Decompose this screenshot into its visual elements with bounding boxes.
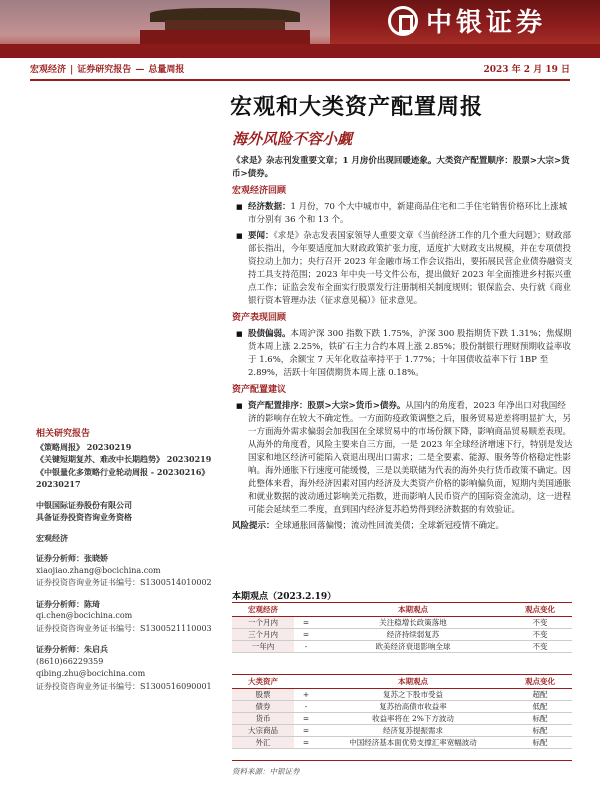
company-name: 中银国际证券股份有限公司	[36, 499, 132, 510]
table-row: 一个月内 = 关注稳增长政策落地 不变	[232, 617, 572, 629]
table-row: 大宗商品 = 经济复苏提振需求 标配	[232, 725, 572, 737]
logo-text: 中银证券	[426, 8, 547, 38]
table-header	[294, 675, 318, 689]
risk-text: 全球通胀回落偏慢；流动性回流美债；全球新冠疫情不确定。	[274, 521, 505, 531]
company-logo	[388, 2, 546, 39]
bullet-label: 资产配置排序：股票>大宗>货币>债券。	[248, 401, 406, 411]
department: 宏观经济	[36, 532, 68, 543]
table-header: 观点变化	[508, 675, 572, 689]
analyst-phone: (8610)66229359	[36, 656, 104, 666]
category-macro: 宏观经济	[30, 65, 67, 75]
table-row: 股票 + 复苏之下股市受益 超配	[232, 689, 572, 701]
data-source: 资料来源：中银证券	[232, 767, 300, 776]
table-header: 大类资产	[232, 675, 294, 689]
section-allocation-title: 资产配置建议	[232, 385, 287, 395]
summary-body	[232, 155, 574, 533]
header-rule	[30, 79, 570, 81]
table-row: 债券 - 复苏抬高债市收益率 低配	[232, 701, 572, 713]
bullet-label: 要闻：	[248, 231, 274, 241]
section-asset-title: 资产表现回顾	[232, 313, 287, 323]
analyst-email[interactable]: xiaojiao.zhang@bocichina.com	[36, 565, 161, 575]
sidebar	[36, 428, 226, 693]
table-header: 本期观点	[318, 603, 508, 617]
analyst-name: 证券分析师：朱启兵	[36, 644, 108, 654]
analyst-name: 证券分析师：张晓娇	[36, 553, 108, 563]
bullet-text: 1 月份，70 个大中城市中，新建商品住宅和二手住宅销售价格环比上涨城市分别有 36 个和 13 个。	[248, 202, 568, 225]
report-date: 2023 年 2 月 19 日	[483, 65, 570, 75]
risk-label: 风险提示：	[232, 521, 275, 531]
analyst-name: 证券分析师：陈琦	[36, 598, 100, 609]
palace-wall	[0, 44, 600, 58]
section-macro-title: 宏观经济回顾	[232, 186, 287, 196]
analyst-cert: 证券投资咨询业务证书编号：S1300514010002	[36, 578, 212, 587]
palace-roof-lower	[165, 20, 285, 30]
table-row: 一年内 - 欧美经济衰退影响全球 不变	[232, 641, 572, 653]
category-report: 证券研究报告	[77, 65, 132, 75]
company-qualification: 具备证券投资咨询业务资格	[36, 512, 132, 522]
table-header: 本期观点	[318, 675, 508, 689]
bullet-economic-data	[232, 201, 574, 227]
analyst-cert: 证券投资咨询业务证书编号：S1300521110003	[36, 623, 212, 633]
analyst-cert: 证券投资咨询业务证书编号：S1300516090001	[36, 681, 212, 691]
table-header: 宏观经济	[232, 603, 294, 617]
bullet-news	[232, 230, 574, 308]
bullet-text: 《求是》杂志发表国家领导人重要文章《当前经济工作的几个重大问题》；财政部部长指出，今年要适度加大财政政策扩张力度，适度扩大财政支出规模，并在专项债投资拉动上加力；央行召开 2023 年金融市场工作会议指出，要拓展民营企业债券融资支持工具支持范围；2023 年中央一号文件公布，提出做好 2023 年全面推进乡村振兴重点工作；证监会发布全面实行股票发行注册制相关制度规则；银保监会、央行就《商业银行资本管理办法（征求意见稿）》征求意见。	[248, 231, 573, 306]
view-table-title: 本期观点（2023.2.19）	[232, 592, 337, 602]
table-header	[294, 603, 318, 617]
header-banner	[0, 0, 600, 58]
bullet-text: 本周沪深 300 指数下跌 1.75%，沪深 300 股指期货下跌 1.31%；焦煤期货本周上涨 2.25%，铁矿石主力合约本周上涨 2.85%；股份制银行理财预期收益率收于 1.6%，余额宝 7 天年化收益率持平于 1.77%；十年国债收益率下行 1BP 至 2.89%，活跃十年国债期货本周上涨 0.18%。	[248, 329, 572, 378]
table-row: 货币 = 收益率将在 2%下方波动 标配	[232, 713, 572, 725]
bank-logo-icon	[388, 6, 418, 36]
related-report-item[interactable]: 《中银量化多策略行业轮动周报 - 20230216》 20230217	[36, 466, 210, 489]
risk-warning	[232, 520, 574, 533]
analyst-email[interactable]: qibing.zhu@bocichina.com	[36, 669, 146, 678]
macro-view-table	[232, 602, 572, 653]
table-bottom-rule	[232, 760, 572, 761]
report-category-bar: 宏观经济 | 证券研究报告 — 总量周报 2023 年 2 月 19 日	[30, 62, 570, 78]
report-subtitle: 海外风险不容小觑	[232, 130, 353, 148]
bullet-asset-performance	[232, 328, 574, 380]
table-row: 外汇 = 中国经济基本面优势支撑汇率宽幅波动 标配	[232, 737, 572, 749]
analyst-email[interactable]: qi.chen@bocichina.com	[36, 611, 133, 620]
table-header: 观点变化	[508, 603, 572, 617]
bullet-allocation	[232, 400, 574, 517]
asset-view-table	[232, 674, 572, 749]
bullet-label: 经济数据：	[248, 202, 291, 212]
category-weekly: 总量周报	[148, 65, 185, 75]
table-row: 三个月内 = 经济持续弱复苏 不变	[232, 629, 572, 641]
bullet-text: 从国内的角度看，2023 年净出口对我国经济的影响存在较大不确定性。一方面防疫政策调整之后，服务贸易逆差将明显扩大，另一方面海外需求偏弱会加我国在全球贸易中的市场份额下降，影响商品贸易顺差表现。从海外的角度看，风险主要来自三方面，一是 2023 年全球经济增速下行，特别是发达国家和地区经济可能陷入衰退出现出口需求；二是全要素、能源、服务等价格稳定性影响。海外通胀下行速度可能缓慢，三是以美联储为代表的海外央行货币政策不确定。因此整体来看，海外经济因素对国内经济及大类资产价格的影响偏负面，短期内美国通胀和就业数据的波动通过影响美元指数，进而影响人民币资产的国际资金流动，这一进程可能会延续至二季度，直到国内经济复苏趋势得到经济数据的有效验证。	[248, 401, 573, 515]
related-report-item[interactable]: 《策略周报》 20230219	[36, 441, 132, 452]
intro-text: 《求是》杂志刊发重要文章；1 月房价出现回暖迹象。大类资产配置顺序：股票>大宗>货币>债券。	[232, 156, 570, 179]
bullet-label: 股债偏弱。	[248, 329, 291, 339]
related-report-item[interactable]: 《关键短期复苏、难改中长期趋势》 20230219	[36, 454, 212, 464]
report-title: 宏观和大类资产配置周报	[230, 94, 484, 120]
related-reports-title: 相关研究报告	[36, 429, 91, 439]
